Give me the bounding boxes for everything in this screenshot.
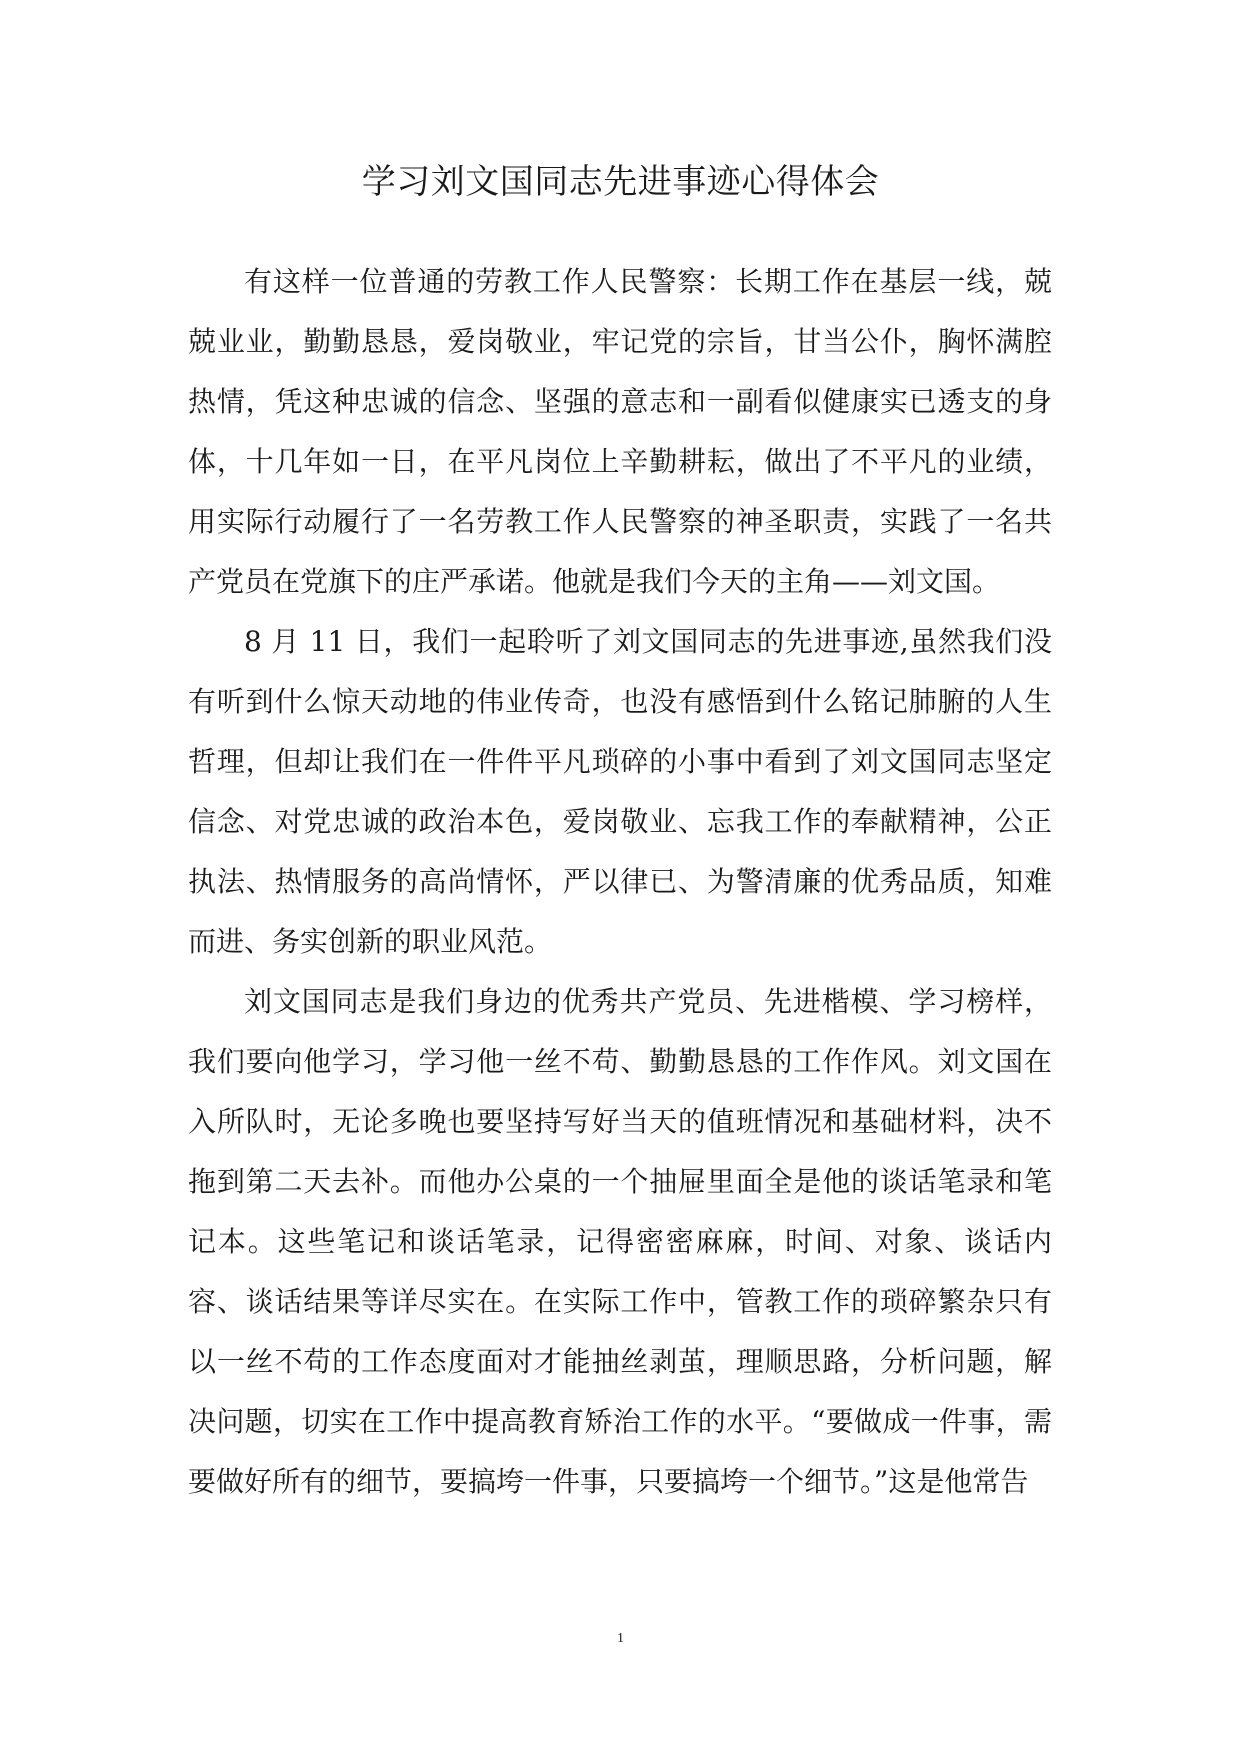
paragraph: 有这样一位普通的劳教工作人民警察：长期工作在基层一线，兢兢业业，勤勤恳恳，爱岗敬业，牢记党的宗旨，甘当公仆，胸怀满腔热情，凭这种忠诚的信念、坚强的意志和一副看似健康实已透支的身体，十几年如一日，在平凡岗位上辛勤耕耘，做出了不平凡的业绩，用实际行动履行了一名劳教工作人民警察的神圣职责，实践了一名共产党员在党旗下的庄严承诺。他就是我们今天的主角——刘文国。 [188,265,1052,598]
paragraph: 8 月 11 日，我们一起聆听了刘文国同志的先进事迹,虽然我们没有听到什么惊天动地的伟业传奇，也没有感悟到什么铭记肺腑的人生哲理，但却让我们在一件件平凡琐碎的小事中看到了刘文国同志坚定信念、对党忠诚的政治本色，爱岗敬业、忘我工作的奉献精神，公正执法、热情服务的高尚情怀，严以律已、为警清廉的优秀品质，知难而进、务实创新的职业风范。 [188,625,1052,958]
document-title: 学习刘文国同志先进事迹心得体会 [361,162,880,202]
page-number: 1 [617,1631,624,1646]
document-body [188,252,1052,1512]
paragraph: 刘文国同志是我们身边的优秀共产党员、先进楷模、学习榜样，我们要向他学习，学习他一丝不苟、勤勤恳恳的工作作风。刘文国在入所队时，无论多晚也要坚持写好当天的值班情况和基础材料，决不拖到第二天去补。而他办公桌的一个抽屉里面全是他的谈话笔录和笔记本。这些笔记和谈话笔录，记得密密麻麻，时间、对象、谈话内容、谈话结果等详尽实在。在实际工作中，管教工作的琐碎繁杂只有以一丝不苟的工作态度面对才能抽丝剥茧，理顺思路，分析问题，解决问题，切实在工作中提高教育矫治工作的水平。“要做成一件事，需要做好所有的细节，要搞垮一件事，只要搞垮一个细节。”这是他常告 [188,985,1052,1498]
